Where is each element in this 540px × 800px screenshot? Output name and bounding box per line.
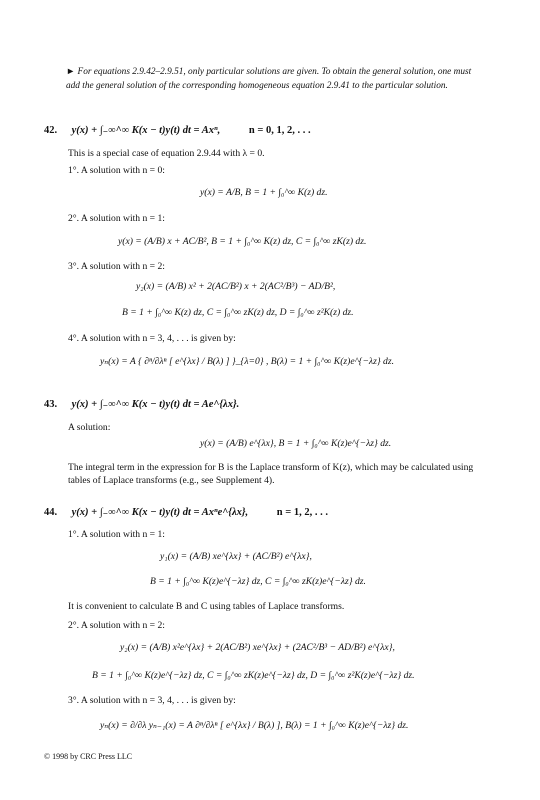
equation-text: y(x) + ∫₋∞^∞ K(x − t)y(t) dt = Axⁿe^{λx},	[71, 507, 249, 518]
eq44-formula2b: B = 1 + ∫₀^∞ K(z)e^{−λz} dz, C = ∫₀^∞ zK(z)e^{−λz} dz, D = ∫₀^∞ z²K(z)e^{−λz} dz.	[92, 670, 415, 681]
eq43-formula1: y(x) = (A/B) e^{λx}, B = 1 + ∫₀^∞ K(z)e^{−λz} dz.	[200, 438, 392, 449]
equation-number: 42.	[44, 125, 58, 136]
eq44-text: It is convenient to calculate B and C using tables of Laplace transforms.	[68, 601, 345, 612]
equation-number: 44.	[44, 507, 58, 518]
eq42-case4: 4°. A solution with n = 3, 4, . . . is given by:	[68, 333, 236, 344]
equation-condition: n = 1, 2, . . .	[276, 507, 328, 518]
eq42-formula3a: y₂(x) = (A/B) x² + 2(AC/B²) x + 2(AC²/B³) − AD/B²,	[136, 281, 336, 292]
eq42-case2: 2°. A solution with n = 1:	[68, 213, 165, 224]
eq42-intro: This is a special case of equation 2.9.44 with λ = 0.	[68, 148, 265, 159]
eq44-case3: 3°. A solution with n = 3, 4, . . . is given by:	[68, 695, 236, 706]
eq44-formula1a: y₁(x) = (A/B) xe^{λx} + (AC/B²) e^{λx},	[160, 551, 312, 562]
equation-number: 43.	[44, 399, 58, 410]
eq42-formula4: yₙ(x) = A { ∂ⁿ/∂λⁿ [ e^{λx} / B(λ) ] }_{λ=0} , B(λ) = 1 + ∫₀^∞ K(z)e^{−λz} dz.	[100, 356, 394, 367]
equation-text: y(x) + ∫₋∞^∞ K(x − t)y(t) dt = Axⁿ,	[71, 125, 221, 136]
eq44-formula2a: y₂(x) = (A/B) x²e^{λx} + 2(AC/B²) xe^{λx} + (2AC²/B³ − AD/B²) e^{λx},	[120, 642, 395, 653]
eq42-formula3b: B = 1 + ∫₀^∞ K(z) dz, C = ∫₀^∞ zK(z) dz, D = ∫₀^∞ z²K(z) dz.	[122, 307, 354, 318]
eq44-formula3: yₙ(x) = ∂/∂λ yₙ₋₁(x) = A ∂ⁿ/∂λⁿ [ e^{λx} / B(λ) ], B(λ) = 1 + ∫₀^∞ K(z)e^{−λz} dz.	[100, 720, 409, 731]
equation-text: y(x) + ∫₋∞^∞ K(x − t)y(t) dt = Ae^{λx}.	[71, 399, 240, 410]
section-note: ► For equations 2.9.42–2.9.51, only particular solutions are given. To obtain the general solution, one must add the general solution of the corresponding homogeneous equation 2.9.41 to the particular solution.	[66, 67, 472, 91]
eq42-formula1: y(x) = A/B, B = 1 + ∫₀^∞ K(z) dz.	[200, 187, 328, 198]
eq43-intro: A solution:	[68, 422, 111, 433]
eq42-formula2: y(x) = (A/B) x + AC/B², B = 1 + ∫₀^∞ K(z) dz, C = ∫₀^∞ zK(z) dz.	[118, 236, 367, 247]
eq42-case1: 1°. A solution with n = 0:	[68, 165, 165, 176]
equation-43-heading	[44, 398, 239, 410]
equation-44-heading	[44, 506, 328, 518]
copyright-footer: © 1998 by CRC Press LLC	[44, 752, 133, 761]
eq42-case3: 3°. A solution with n = 2:	[68, 261, 165, 272]
eq43-text: The integral term in the expression for B is the Laplace transform of K(z), which may be calculated using tables of Laplace transforms (e.g., see Supplement 4).	[68, 462, 474, 486]
eq44-formula1b: B = 1 + ∫₀^∞ K(z)e^{−λz} dz, C = ∫₀^∞ zK(z)e^{−λz} dz.	[150, 576, 366, 587]
eq44-case2: 2°. A solution with n = 2:	[68, 620, 165, 631]
equation-condition: n = 0, 1, 2, . . .	[248, 125, 311, 136]
equation-42-heading	[44, 124, 311, 136]
eq44-case1: 1°. A solution with n = 1:	[68, 529, 165, 540]
